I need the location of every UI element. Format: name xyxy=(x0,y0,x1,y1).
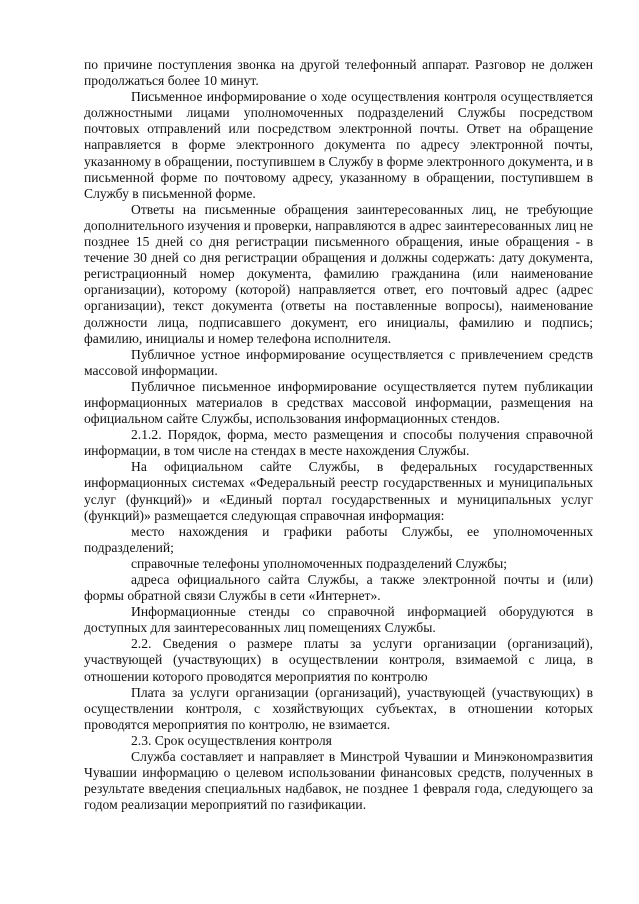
paragraph-section-2-1-2: 2.1.2. Порядок, форма, место размещения и способы получения справочной информации, в том числе на стендах в месте нахождения Службы. xyxy=(84,427,593,459)
paragraph-info-stands: Информационные стенды со справочной информацией оборудуются в доступных для заинтересованных лиц помещениях Службы. xyxy=(84,604,593,636)
paragraph-fee-not-charged: Плата за услуги организации (организаций), участвующей (участвующих) в осуществлении контроля, с хозяйствующих субъектах, в отношении которых проводятся мероприятия по контролю, не взимается. xyxy=(84,684,593,732)
paragraph-continuation: по причине поступления звонка на другой телефонный аппарат. Разговор не должен продолжаться более 10 минут. xyxy=(84,57,593,89)
paragraph-public-written-informing: Публичное письменное информирование осуществляется путем публикации информационных материалов в средствах массовой информации, размещения на официальном сайте Службы, использования информационных стендов. xyxy=(84,378,593,427)
paragraph-reference-phones: справочные телефоны уполномоченных подразделений Службы; xyxy=(131,555,508,571)
paragraph-official-site: На официальном сайте Службы, в федеральных государственных информационных системах «Федеральный реестр государственных и муниципальных услуг (функций)» и «Единый портал государственных и муниципальных услуг (функций)» размещается следующая справочная информация: xyxy=(84,459,593,523)
paragraph-written-replies: Ответы на письменные обращения заинтересованных лиц, не требующие дополнительного изучения и проверки, направляются в адрес заинтересованных лиц не позднее 15 дней со дня регистрации письменного обращения, иные обращения - в течение 30 дней со дня регистрации обращения и должны содержать: дату документа, регистрационный номер документа, фамилию гражданина (или наименование организации), которому (которой) направляется ответ, его почтовый адрес (адрес организации), текст документа (ответы на поставленные вопросы), наименование должности лица, подписавшего документ, его инициалы, фамилию и подпись; фамилию, инициалы и номер телефона исполнителя. xyxy=(84,201,593,346)
paragraph-written-informing: Письменное информирование о ходе осуществления контроля осуществляется должностными лицами уполномоченных подразделений Службы посредством почтовых отправлений или посредством электронной почты. Ответ на обращение направляется в форме электронного документа по адресу электронной почты, указанному в обращении, поступившем в Службу в форме электронного документа, и в письменной форме по почтовому адресу, указанному в обращении, поступившем в Службу в письменной форме. xyxy=(84,89,593,201)
paragraph-section-2-3: 2.3. Срок осуществления контроля xyxy=(131,732,332,748)
paragraph-site-addresses: адреса официального сайта Службы, а также электронной почты и (или) формы обратной связи Службы в сети «Интернет». xyxy=(84,572,593,604)
paragraph-public-oral-informing: Публичное устное информирование осуществляется с привлечением средств массовой информации. xyxy=(84,346,593,378)
paragraph-service-reports: Служба составляет и направляет в Минстрой Чувашии и Минэкономразвития Чувашии информацию о целевом использовании финансовых средств, полученных в результате введения специальных надбавок, не позднее 1 февраля года, следующего за годом реализации мероприятий по газификации. xyxy=(84,749,593,813)
document-page xyxy=(84,57,593,813)
paragraph-section-2-2: 2.2. Сведения о размере платы за услуги организации (организаций), участвующей (участвующих) в осуществлении контроля, взимаемой с лица, в отношении которого проводятся мероприятия по контролю xyxy=(84,636,593,684)
paragraph-location-schedule: место нахождения и графики работы Службы, ее уполномоченных подразделений; xyxy=(84,523,593,555)
